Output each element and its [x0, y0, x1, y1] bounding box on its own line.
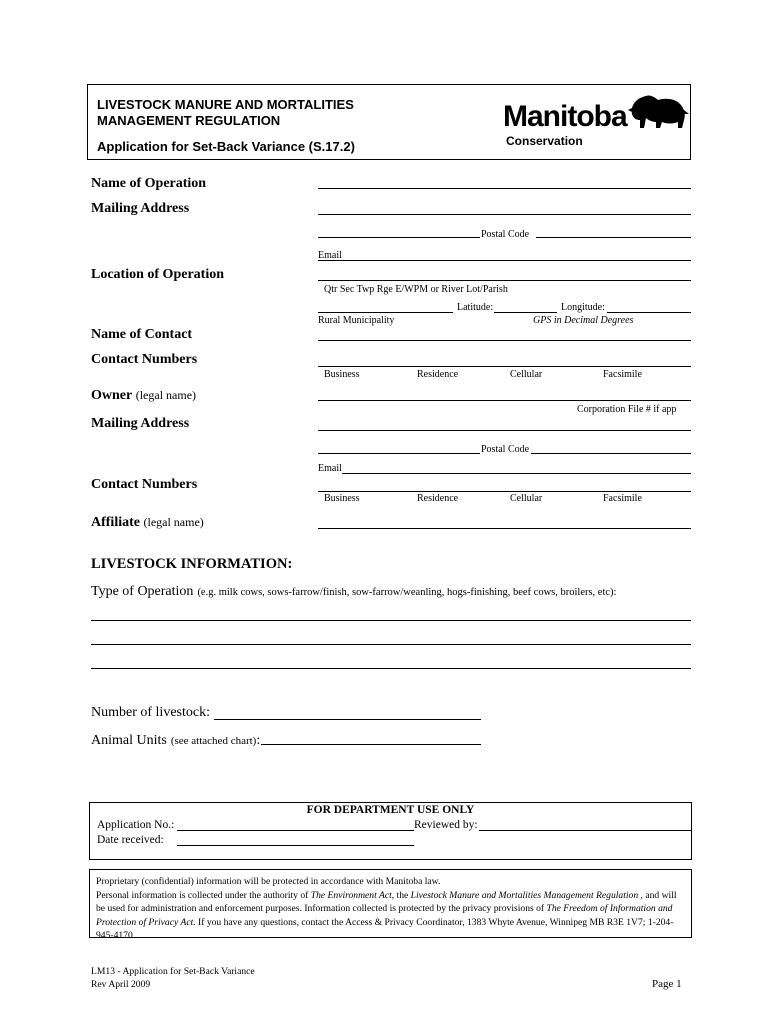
longitude-label: Longitude: [561, 302, 605, 313]
email-label: Email [318, 250, 342, 261]
latitude-field[interactable] [494, 312, 557, 313]
name-of-contact-field[interactable] [318, 340, 691, 341]
animal-units-note: (see attached chart) [170, 735, 257, 747]
phone-type-residence: Residence [417, 369, 459, 380]
gps-note: GPS in Decimal Degrees [533, 315, 634, 326]
type-of-operation-text: Type of Operation [91, 584, 194, 599]
conservation-logo-text: Conservation [506, 134, 583, 148]
date-received-label: Date received: [97, 834, 164, 846]
owner-email-field[interactable] [342, 473, 691, 474]
foippa-title: The Freedom of Information and Protection of Privacy Act. [96, 903, 673, 928]
owner-mailing-address-field[interactable] [318, 430, 691, 431]
type-of-operation-field-3[interactable] [91, 668, 691, 669]
owner-email-label: Email [318, 463, 342, 474]
form-id: LM13 - Application for Set-Back Variance [91, 966, 255, 977]
reviewed-by-label: Reviewed by: [414, 819, 478, 831]
email-field[interactable] [318, 260, 691, 261]
application-no-label: Application No.: [97, 819, 175, 831]
postal-code-label: Postal Code [481, 229, 530, 240]
owner-mailing-address-label: Mailing Address [91, 416, 190, 431]
contact-numbers-label: Contact Numbers [91, 352, 198, 367]
postal-code-field[interactable] [536, 237, 691, 238]
type-of-operation-label [91, 582, 616, 600]
rural-municipality-field[interactable] [318, 312, 453, 313]
animal-units-label [91, 731, 260, 749]
name-of-operation-label: Name of Operation [91, 176, 207, 191]
livestock-information-heading: LIVESTOCK INFORMATION: [91, 556, 293, 572]
owner-contact-numbers-field[interactable] [318, 491, 691, 492]
form-title-line2: MANAGEMENT REGULATION [97, 113, 281, 128]
rural-municipality-label: Rural Municipality [318, 315, 395, 326]
mailing-address-field[interactable] [318, 214, 691, 215]
owner-field[interactable] [318, 400, 691, 401]
affiliate-label-text: Affiliate [91, 515, 140, 530]
name-of-operation-field[interactable] [318, 188, 691, 189]
location-of-operation-field[interactable] [318, 280, 691, 281]
name-of-contact-label: Name of Contact [91, 327, 193, 342]
mailing-address-line2-field[interactable] [318, 237, 480, 238]
animal-units-text: Animal Units [91, 733, 167, 748]
phone-type-facsimile: Facsimile [603, 369, 642, 380]
owner-phone-type-facsimile: Facsimile [603, 493, 642, 504]
number-of-livestock-field[interactable] [214, 719, 481, 720]
revision-date: Rev April 2009 [91, 979, 151, 990]
application-no-field[interactable] [177, 830, 414, 831]
phone-type-cellular: Cellular [510, 369, 543, 380]
regulation-title: Livestock Manure and Mortalities Management Regulation [410, 889, 639, 901]
bison-icon [626, 92, 690, 132]
page-number: Page 1 [652, 978, 682, 990]
type-of-operation-note: (e.g. milk cows, sows-farrow/finish, sow-farrow/weanling, hogs-finishing, beef cows, broilers, etc): [197, 587, 617, 598]
number-of-livestock-label: Number of livestock: [91, 705, 210, 720]
animal-units-colon: : [256, 733, 261, 748]
owner-postal-code-label: Postal Code [481, 444, 530, 455]
date-received-field[interactable] [177, 845, 414, 846]
animal-units-field[interactable] [261, 744, 481, 745]
owner-label-text: Owner [91, 388, 133, 403]
mailing-address-label: Mailing Address [91, 201, 190, 216]
form-title-line1: LIVESTOCK MANURE AND MORTALITIES [97, 97, 354, 112]
corporation-file-label: Corporation File # if app [577, 404, 677, 415]
type-of-operation-field-1[interactable] [91, 620, 691, 621]
owner-label [91, 388, 196, 404]
environment-act-title: The Environment Act [310, 889, 392, 901]
affiliate-field[interactable] [318, 528, 691, 529]
longitude-field[interactable] [607, 312, 691, 313]
owner-phone-type-business: Business [324, 493, 360, 504]
affiliate-note: (legal name) [143, 515, 204, 529]
owner-mailing-address-line2-field[interactable] [318, 453, 480, 454]
privacy-notice-text [96, 875, 686, 943]
owner-postal-code-field[interactable] [531, 453, 691, 454]
contact-numbers-field[interactable] [318, 366, 691, 367]
location-hint: Qtr Sec Twp Rge E/WPM or River Lot/Parish [324, 284, 508, 295]
reviewed-by-field[interactable] [479, 830, 691, 831]
owner-phone-type-cellular: Cellular [510, 493, 543, 504]
privacy-paragraph: Personal information is collected under the authority of The Environment Act, the Livestock Manure and Mortalities Management Regulation , and will be used for administration and enforcement purposes. Information collected is protected by the privacy provisions of The Freedom of Information and Protection of Privacy Act. If you have any questions, contact the Access & Privacy Coordinator, 1383 Whyte Avenue, Winnipeg MB R3E 1V7; 1-204-945-4170. [96, 889, 677, 941]
manitoba-logo-wordmark: Manitoba [503, 100, 627, 133]
affiliate-label [91, 515, 204, 531]
owner-contact-numbers-label: Contact Numbers [91, 477, 198, 492]
form-subtitle: Application for Set-Back Variance (S.17.2) [97, 139, 355, 154]
phone-type-business: Business [324, 369, 360, 380]
owner-phone-type-residence: Residence [417, 493, 459, 504]
department-use-heading: FOR DEPARTMENT USE ONLY [306, 804, 475, 816]
form-title [97, 97, 354, 129]
privacy-line1: Proprietary (confidential) information will be protected in accordance with Manitoba law. [96, 876, 441, 887]
owner-note: (legal name) [135, 388, 197, 402]
location-of-operation-label: Location of Operation [91, 267, 224, 282]
type-of-operation-field-2[interactable] [91, 644, 691, 645]
latitude-label: Latitude: [457, 302, 494, 313]
